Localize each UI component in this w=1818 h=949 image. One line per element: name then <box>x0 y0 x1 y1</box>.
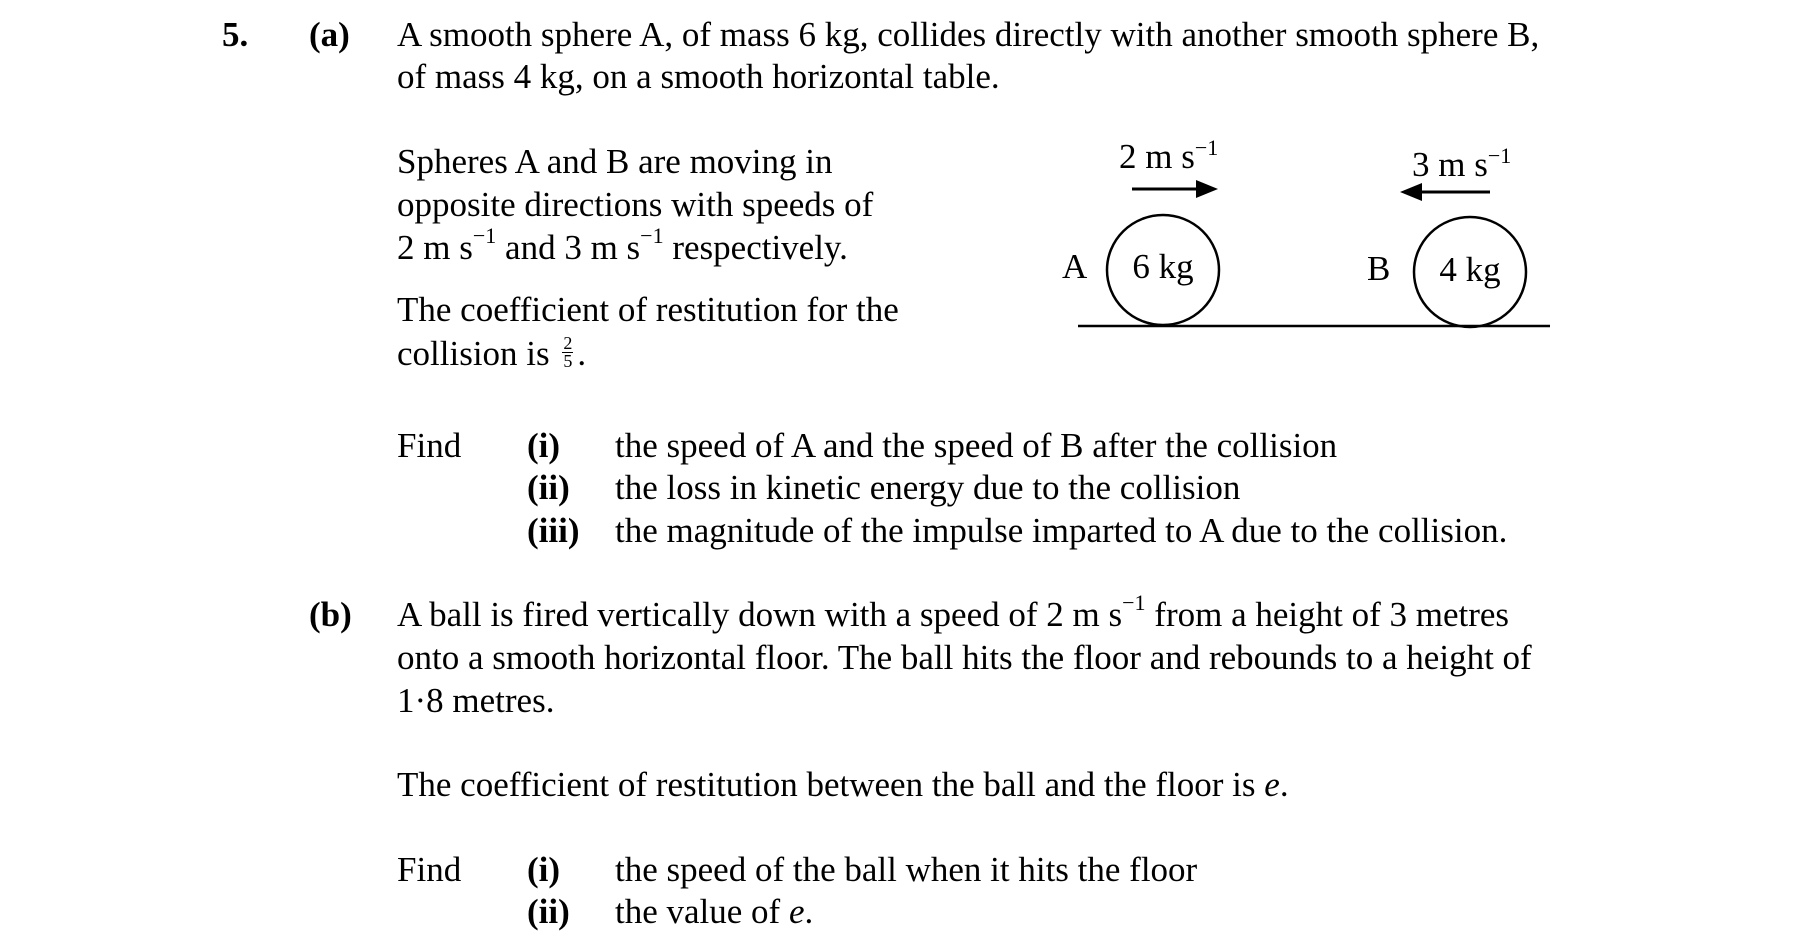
sphere-a-label: A <box>1062 247 1088 286</box>
sphere-a-speed: 2 m $s^{-1}$ <box>1119 135 1219 176</box>
sphere-a-mass: 6 kg <box>1132 247 1194 286</box>
coefficient-text: The coefficient of restitution between the ball and the floor is <box>397 765 1256 804</box>
part-a-item-iii-label: (iii) <box>527 511 580 550</box>
part-b-line2: onto a smooth horizontal floor. The ball hits the floor and rebounds to a height of <box>397 638 1532 677</box>
part-a-item-i-label: (i) <box>527 426 561 465</box>
part-a-intro-line1: A smooth sphere A, of mass 6 kg, collides directly with another smooth sphere B, <box>397 15 1540 54</box>
part-a-label: (a) <box>309 15 350 54</box>
sphere-b-mass: 4 kg <box>1439 250 1501 289</box>
question-number: 5. <box>222 15 249 54</box>
variable-e: e <box>788 892 805 931</box>
period: . <box>577 334 587 373</box>
part-a-item-ii-label: (ii) <box>527 468 570 507</box>
part-b-coefficient-statement <box>397 764 1289 806</box>
sphere-b-label: B <box>1367 249 1391 288</box>
part-a-item-iii-text: the magnitude of the impulse imparted to A due to the collision. <box>615 511 1508 550</box>
fraction-denominator: 5 <box>563 351 573 372</box>
superscript: −1 <box>640 223 664 249</box>
fraction-numerator: 2 <box>563 333 573 354</box>
part-b-label: (b) <box>309 595 352 634</box>
period: . <box>1279 765 1289 804</box>
speed-a-text: 2 m s <box>397 228 473 267</box>
part-b-item-i-label: (i) <box>527 850 561 889</box>
sphere-b-speed: 3 m $s^{-1}$ <box>1412 143 1512 184</box>
part-a-item-i-text: the speed of A and the speed of B after the collision <box>615 426 1338 465</box>
part-a-para1-line2: opposite directions with speeds of <box>397 185 874 224</box>
part-b-line3: 1·8 metres. <box>397 681 555 720</box>
arrow-left-head-icon <box>1400 183 1422 201</box>
part-a-intro-line2: of mass 4 kg, on a smooth horizontal table. <box>397 57 1000 96</box>
superscript: −1 <box>1122 590 1146 616</box>
part-a-para1-line1: Spheres A and B are moving in <box>397 142 833 181</box>
value-of-text: the value of <box>615 892 789 931</box>
part-b-line1-tail: from a height of 3 metres <box>1145 595 1510 634</box>
period: . <box>804 892 814 931</box>
respectively-text: respectively. <box>663 228 848 267</box>
part-b-item-i-text: the speed of the ball when it hits the floor <box>615 850 1198 889</box>
part-b-item-ii-text <box>615 891 813 933</box>
part-b-find-label: Find <box>397 850 462 889</box>
speed-b-text: and 3 m s <box>496 228 641 267</box>
part-a-item-ii-text: the loss in kinetic energy due to the collision <box>615 468 1241 507</box>
variable-e: e <box>1264 765 1280 804</box>
part-b-line1-text: A ball is fired vertically down with a speed of 2 m s <box>397 595 1123 634</box>
collision-is-text: collision is <box>397 334 550 373</box>
part-a-para2-line1: The coefficient of restitution for the <box>397 290 899 329</box>
arrow-right-head-icon <box>1196 180 1218 198</box>
part-a-find-label: Find <box>397 426 462 465</box>
superscript: −1 <box>472 223 497 249</box>
part-b-item-ii-label: (ii) <box>527 892 570 931</box>
part-b-line1 <box>397 590 1510 636</box>
